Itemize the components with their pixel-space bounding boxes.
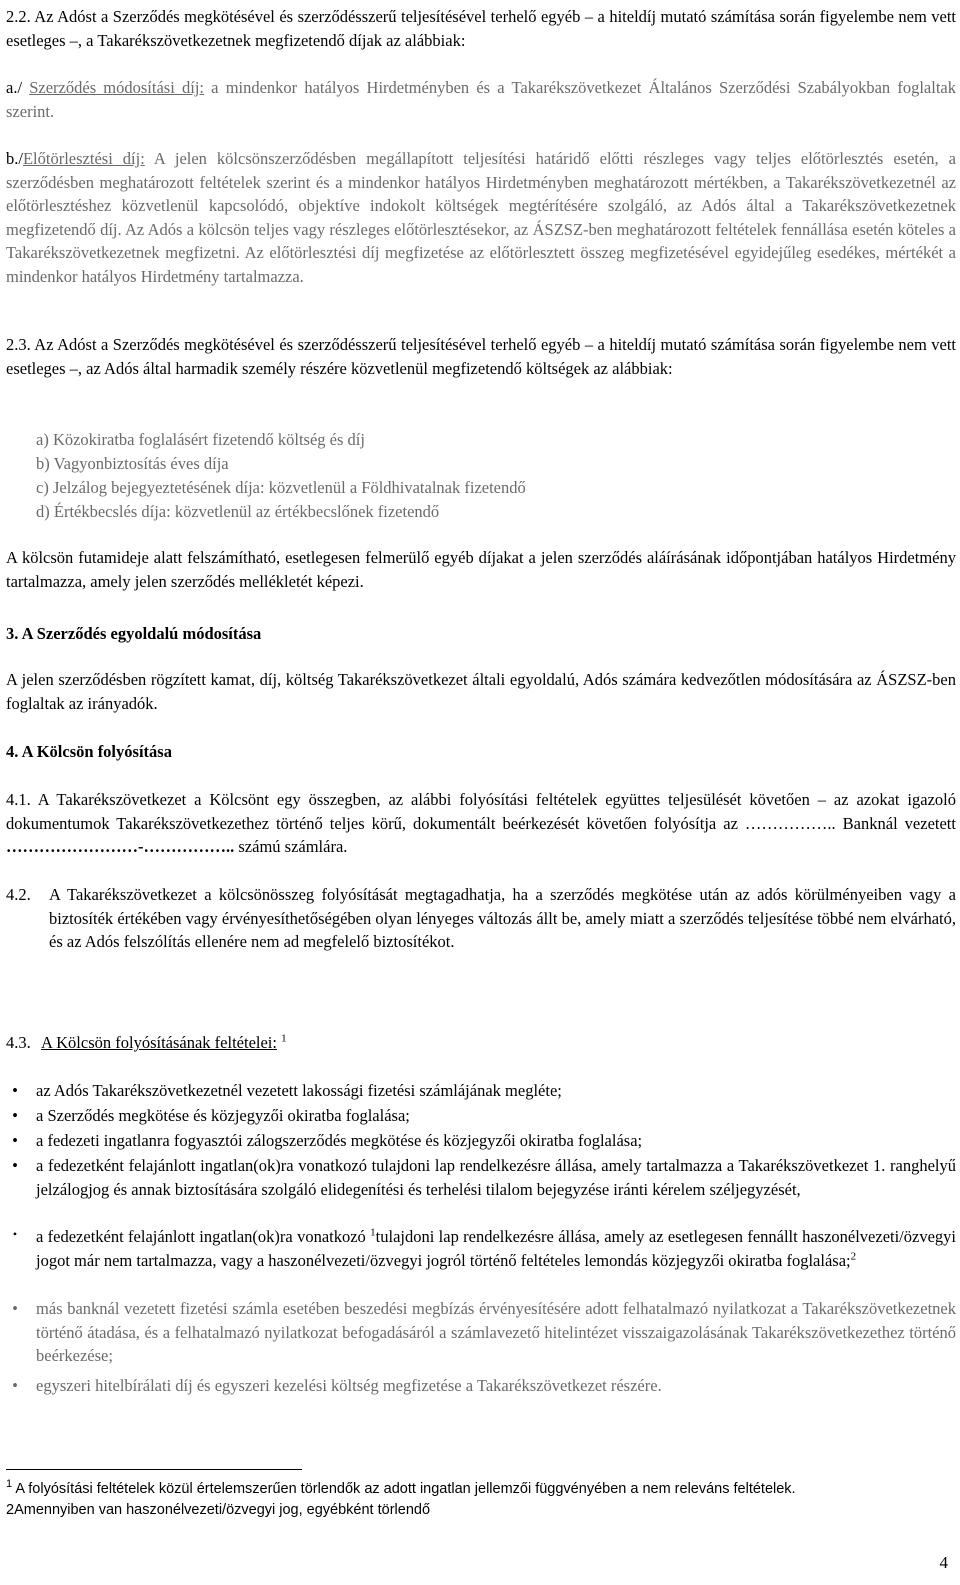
section-4-2-text: A Takarékszövetkezet a kölcsönösszeg folyósítását megtagadhatja, ha a szerződés megkötése után az adós körülményeiben vagy a biztosíték értékében vagy érvényesíthetőségében olyan lényeges változás állt be, amely miatt a szerződés teljesítése többé nem elvárható, és az Adós felszólítás ellenére nem ad megfelelő biztosítékot. (49, 885, 956, 951)
cost-item-b: b) Vagyonbiztosítás éves díja (36, 454, 229, 473)
item-a-label: a./ (6, 78, 23, 97)
account-number-blank: ……………………-…………….. (6, 837, 235, 856)
section-4-3-title: A Kölcsön folyósításának feltételei: (41, 1033, 277, 1052)
cost-item-a: a) Közokiratba foglalásért fizetendő költség és díj (36, 430, 365, 449)
bullet-marker: • (12, 1299, 18, 1318)
item-b-title: Előtörlesztési díj: (22, 149, 145, 168)
page-number: 4 (939, 1553, 948, 1572)
item-b-text-3: Az előtörlesztési díj megfizetése az előtörlesztett összeg megfizetésével egyidejűleg esedékes, mértékét a mindenkor hatályos Hirdetmény tartalmazza. (6, 243, 957, 286)
heading-section-3 (6, 622, 956, 646)
condition-5 (36, 1225, 956, 1272)
footnote-ref-1: 1 (281, 1032, 287, 1045)
footnote-1-text: A folyósítási feltételek közül értelemszerűen törlendők az adott ingatlan jellemzői függvényében a nem releváns feltételek. (12, 1481, 796, 1497)
section-4-2-num: 4.2. (6, 885, 31, 904)
condition-5-text-b: tulajdoni lap rendelkezésre állása, amely az esetlegesen fennállt haszonélvezeti/özvegyi jogot már nem tartalmazza, vagy a haszonélvezeti/özvegyi jogról történő feltételes lemondás közjegyzői okiratba foglalása; (36, 1227, 957, 1270)
section-3-paragraph (6, 668, 956, 715)
item-b-paragraph (6, 147, 956, 288)
heading-3-num: 3. (6, 624, 19, 643)
heading-4-title: A Kölcsön folyósítása (21, 742, 172, 761)
section-4-3-heading (41, 1031, 287, 1055)
footnote-1 (6, 1480, 796, 1498)
bullet-marker: • (12, 1156, 18, 1175)
heading-3-title: A Szerződés egyoldalú módosítása (21, 624, 262, 643)
section-4-1-num: 4.1. (6, 790, 31, 809)
item-b-text: A jelen kölcsönszerződésben megállapított teljesítési határidő előtti részleges vagy teljes előtörlesztés esetén, a szerződésben meghatározott feltételek szerint és a mindenkor hatályos Hirdetményben meghatározott mértékben, a Takarékszövetkezetnél az előtörlesztéshez közvetlenül kapcsolódó, objektíve indokolt költségek megtérítésére szolgáló, az Adós által a Takarékszövetkezetnek megfizetendő díj. (6, 149, 957, 239)
footnote-2-num: 2 (6, 1502, 15, 1518)
bank-name-blank: …………….. (744, 813, 836, 833)
heading-4-num: 4. (6, 742, 19, 761)
section-2-3-closing-text: A kölcsön futamideje alatt felszámítható, esetlegesen felmerülő egyéb díjakat a jelen szerződés aláírásának időpontjában hatályos Hirdetmény tartalmazza, amely jelen szerződés mellékletét képezi. (6, 548, 956, 591)
footnote-1-num: 1 (6, 1478, 13, 1491)
section-4-1-text-b: Banknál vezetett (835, 813, 956, 833)
condition-7: egyszeri hitelbírálati díj és egyszeri kezelési költség megfizetése a Takarékszövetkezet részére. (36, 1376, 662, 1395)
footnote-2 (6, 1501, 430, 1519)
condition-5-sup-1: 1 (370, 1226, 376, 1239)
section-3-text: A jelen szerződésben rögzített kamat, díj, költség Takarékszövetkezet általi egyoldalú, Adós számára kedvezőtlen módosítására az ÁSZSZ-ben foglaltak az irányadók. (6, 670, 956, 713)
section-2-2-paragraph (6, 5, 956, 52)
item-a-paragraph (6, 76, 956, 123)
bullet-marker: • (12, 1376, 18, 1395)
cost-item-c: c) Jelzálog bejegyeztetésének díja: közvetlenül a Földhivatalnak fizetendő (36, 478, 526, 497)
condition-1: az Adós Takarékszövetkezetnél vezetett lakossági fizetési számlájának megléte; (36, 1081, 562, 1100)
item-b-text-2: Az Adós a kölcsön teljes vagy részleges előtörlesztésekor, az ÁSZSZ-ben meghatározott feltételek fennállása esetén köteles a Takarékszövetkezetnek megfizetni. (6, 219, 956, 262)
condition-5-text-a: a fedezetként felajánlott ingatlan(ok)ra vonatkozó (36, 1227, 371, 1246)
footnote-ref-2: 2 (850, 1250, 857, 1262)
condition-3: a fedezeti ingatlanra fogyasztói zálogszerződés megkötése és közjegyzői okiratba foglalása; (36, 1131, 643, 1150)
condition-6: más banknál vezetett fizetési számla esetében beszedési megbízás érvényesítésére adott felhatalmazó nyilatkozat a Takarékszövetkezetnek történő átadása, és a felhatalmazó nyilatkozat befogadásáról a számlavezető hitelintézet visszaigazolásának Takarékszövetkezethez történő beérkezése; (36, 1299, 956, 1365)
item-a-text: a mindenkor hatályos Hirdetményben és a Takarékszövetkezet Általános Szerződési Szabályokban foglaltak szerint. (6, 78, 956, 121)
item-b-label: b./ (6, 149, 23, 168)
section-2-3-paragraph (6, 333, 956, 380)
footnote-separator (6, 1469, 302, 1470)
bullet-marker: • (12, 1106, 18, 1125)
bullet-marker: • (12, 1081, 18, 1100)
bullet-marker: • (12, 1131, 18, 1150)
item-a-title: Szerződés módosítási díj: (29, 78, 204, 97)
section-4-1-text-a: A Takarékszövetkezet a Kölcsönt egy összegben, az alábbi folyósítási feltételek együttes teljesülését követően – az azokat igazoló dokumentumok Takarékszövetkezethez történő teljes körű, dokumentált beérkezését követően folyósítja az (6, 790, 956, 833)
section-2-3-text: 2.3. Az Adóst a Szerződés megkötésével és szerződésszerű teljesítésével terhelő egyéb – a hiteldíj mutató számítása során figyelembe nem vett esetleges –, az Adós által harmadik személy részére közvetlenül megfizetendő költségek az alábbiak: (6, 335, 956, 378)
bullet-marker: • (12, 1227, 18, 1241)
section-4-1-text-c: számú számlára. (234, 837, 348, 856)
heading-section-4 (6, 740, 956, 764)
section-4-3-num: 4.3. (6, 1033, 31, 1052)
section-2-2-text: 2.2. Az Adóst a Szerződés megkötésével és szerződésszerű teljesítésével terhelő egyéb – a hiteldíj mutató számítása során figyelembe nem vett esetleges –, a Takarékszövetkezetnek megfizetendő díjak az alábbiak: (6, 7, 956, 50)
condition-4: a fedezetként felajánlott ingatlan(ok)ra vonatkozó tulajdoni lap rendelkezésre állása, amely tartalmazza a Takarékszövetkezet 1. ranghelyű jelzálogjog és annak biztosítására szolgáló elidegenítési és terhelési tilalom bejegyzése iránti kérelem széljegyzését, (36, 1156, 956, 1199)
footnote-2-text: Amennyiben van haszonélvezeti/özvegyi jog, egyébként törlendő (14, 1502, 431, 1518)
section-2-3-closing (6, 546, 956, 593)
condition-2: a Szerződés megkötése és közjegyzői okiratba foglalása; (36, 1106, 410, 1125)
cost-item-d: d) Értékbecslés díja: közvetlenül az értékbecslőnek fizetendő (36, 502, 440, 521)
section-4-1-paragraph (6, 788, 956, 859)
